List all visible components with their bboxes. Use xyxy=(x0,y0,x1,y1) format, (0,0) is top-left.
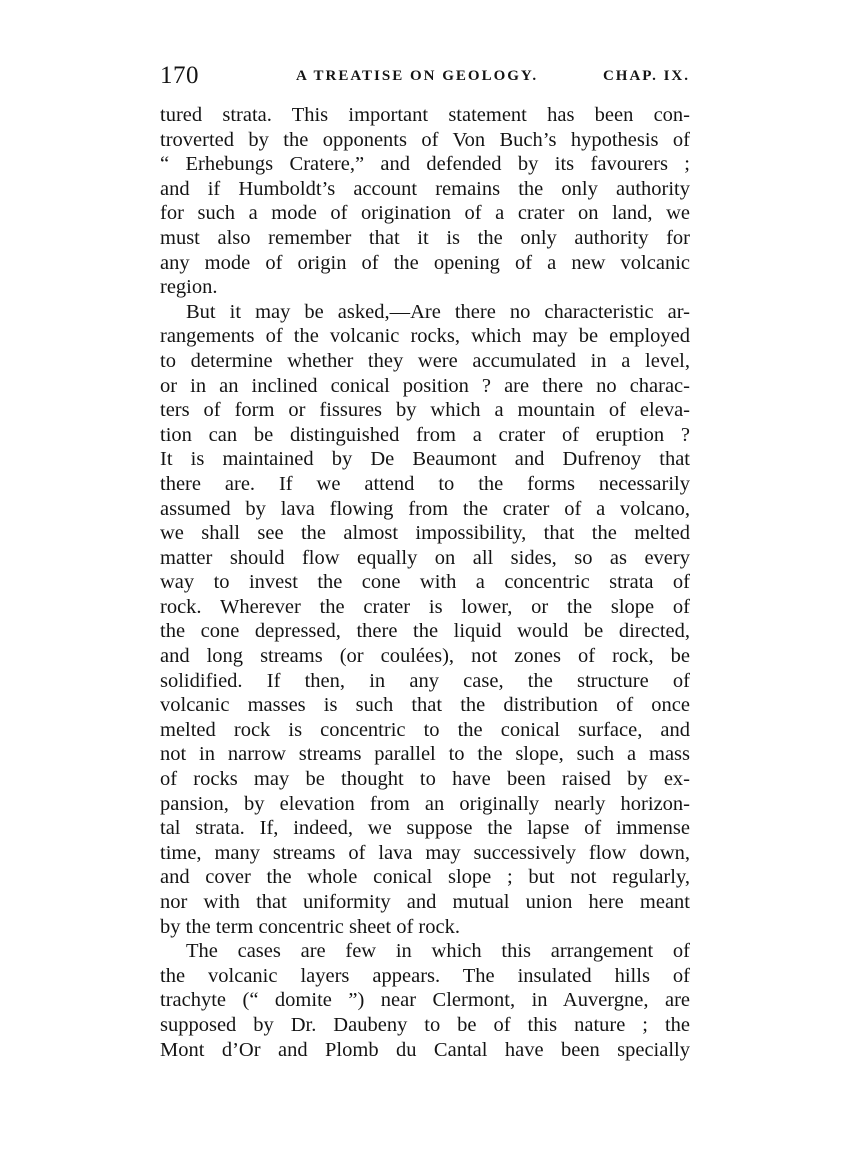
text-line: trachyte (“ domite ”) near Clermont, in Auvergne, are xyxy=(160,989,690,1012)
text-line: solidified. If then, in any case, the structure of xyxy=(160,669,690,692)
text-line: must also remember that it is the only authority for xyxy=(160,226,690,249)
text-line: nor with that uniformity and mutual union here meant xyxy=(160,891,690,913)
text-line: assumed by lava flowing from the crater of a volcano, xyxy=(160,497,690,520)
text-line: and cover the whole conical slope ; but not regularly, xyxy=(160,866,690,889)
chapter-label: CHAP. IX. xyxy=(602,68,690,84)
book-title: A TREATISE ON GEOLOGY. xyxy=(296,68,539,84)
text-line: region. xyxy=(160,276,218,299)
text-line: for such a mode of origination of a crater on land, we xyxy=(160,202,690,225)
text-line: supposed by Dr. Daubeny to be of this nature ; the xyxy=(160,1013,690,1036)
text-line: ters of form or fissures by which a mountain of eleva- xyxy=(160,399,690,422)
body-text xyxy=(160,103,690,1062)
text-line: tured strata. This important statement has been con- xyxy=(160,104,690,126)
page-number: 170 xyxy=(160,62,199,89)
text-line: troverted by the opponents of Von Buch’s hypothesis of xyxy=(160,128,690,151)
text-line: matter should flow equally on all sides, so as every xyxy=(160,546,690,569)
text-line: the cone depressed, there the liquid would be directed, xyxy=(160,620,690,643)
text-line: tal strata. If, indeed, we suppose the lapse of immense xyxy=(160,817,690,840)
text-line: Mont d’Or and Plomb du Cantal have been specially xyxy=(160,1038,690,1061)
text-line: not in narrow streams parallel to the slope, such a mass xyxy=(160,743,690,766)
text-line: or in an inclined conical position ? are there no charac- xyxy=(160,374,690,397)
text-line: way to invest the cone with a concentric strata of xyxy=(160,571,690,594)
running-head xyxy=(160,62,690,92)
text-line: “ Erhebungs Cratere,” and defended by its favourers ; xyxy=(160,153,690,176)
text-line: by the term concentric sheet of rock. xyxy=(160,915,460,938)
text-line: of rocks may be thought to have been raised by ex- xyxy=(160,768,690,791)
text-line: any mode of origin of the opening of a new volcanic xyxy=(160,251,690,274)
text-line: melted rock is concentric to the conical surface, and xyxy=(160,718,690,741)
text-line: volcanic masses is such that the distribution of once xyxy=(160,694,690,717)
text-line: The cases are few in which this arrangement of xyxy=(186,940,690,963)
text-line: to determine whether they were accumulated in a level, xyxy=(160,349,690,372)
text-line: tion can be distinguished from a crater of eruption ? xyxy=(160,423,690,446)
text-line: there are. If we attend to the forms necessarily xyxy=(160,472,690,495)
text-line: But it may be asked,—Are there no characteristic ar- xyxy=(186,300,690,323)
text-line: the volcanic layers appears. The insulated hills of xyxy=(160,964,690,987)
text-line: rock. Wherever the crater is lower, or the slope of xyxy=(160,595,690,618)
text-line: and if Humboldt’s account remains the only authority xyxy=(160,177,690,200)
text-line: time, many streams of lava may successively flow down, xyxy=(160,841,690,864)
text-line: rangements of the volcanic rocks, which may be employed xyxy=(160,325,690,348)
text-line: pansion, by elevation from an originally nearly horizon- xyxy=(160,792,690,815)
text-line: and long streams (or coulées), not zones of rock, be xyxy=(160,645,690,668)
text-line: we shall see the almost impossibility, that the melted xyxy=(160,522,690,545)
text-line: It is maintained by De Beaumont and Dufrenoy that xyxy=(160,448,690,471)
